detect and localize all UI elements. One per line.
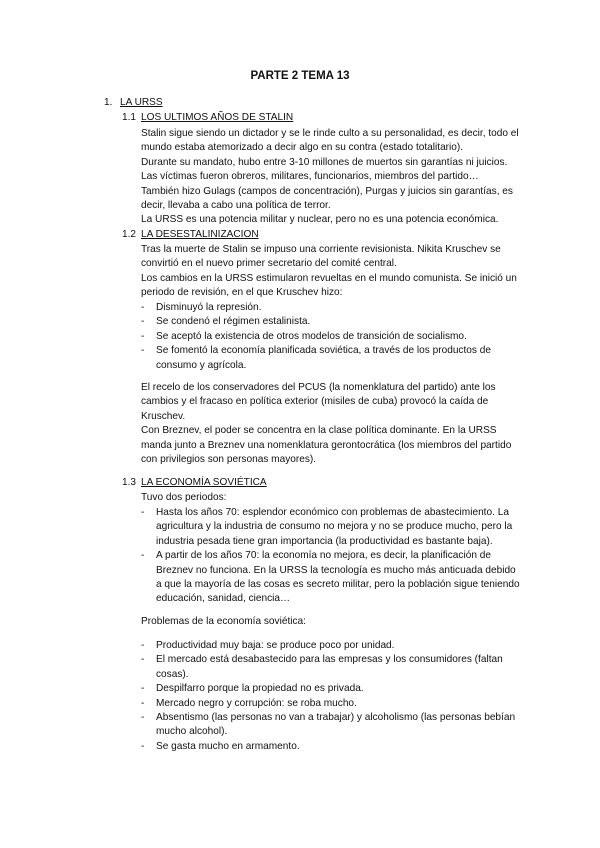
paragraph: Con Breznev, el poder se concentra en la clase política dominante. En la URSS manda junto a Breznev una nomenklatura gerontocrática (los miembros del partido con privilegios son personas mayores).: [141, 425, 512, 466]
list-item: [141, 301, 521, 315]
bullet-dash: -: [141, 740, 145, 752]
paragraph: Los cambios en la URSS estimularon revueltas en el mundo comunista. Se inició un periodo de revisión, en el que Kruschev hizo:: [141, 272, 517, 299]
paragraph: Durante su mandato, hubo entre 3-10 millones de muertos sin garantías ni juicios. Las víctimas fueron obreros, militares, funcionarios, miembros del partido…: [141, 156, 508, 183]
list-item: [141, 315, 521, 329]
subsection-heading-stalin: LOS ULTIMOS AÑOS DE STALIN: [141, 112, 294, 123]
kruschev-reforms-list: [141, 301, 521, 373]
bullet-dash: -: [141, 654, 145, 666]
bullet-dash: -: [141, 712, 145, 724]
list-item: [141, 697, 521, 711]
problems-title: Problemas de la economía soviética:: [141, 616, 306, 627]
paragraph: El recelo de los conservadores del PCUS (la nomenklatura del partido) ante los cambios y el fracaso en política exterior (misiles de cuba) provocó la caída de Kruschev.: [141, 382, 496, 422]
subsection-number-1-3: 1.3: [122, 477, 137, 488]
list-item: [141, 506, 521, 549]
subsection-number-1-1: 1.1: [122, 112, 137, 123]
list-item-text: Se fomentó la economía planificada soviética, a través de los productos de consumo y agrícola.: [156, 345, 491, 371]
list-item: [141, 639, 521, 653]
list-item: [141, 740, 521, 754]
bullet-dash: -: [141, 640, 145, 651]
subsection-heading-economia: LA ECONOMÍA SOVIÉTICA: [141, 477, 267, 488]
list-item-text: Absentismo (las personas no van a trabajar) y alcoholismo (las personas bebían mucho alcohol).: [156, 712, 516, 738]
bullet-dash: -: [141, 345, 145, 357]
list-item-text: Mercado negro y corrupción: se roba mucho.: [156, 697, 357, 709]
list-item-text: El mercado está desabastecido para las empresas y los consumidores (faltan cosas).: [156, 654, 503, 680]
economia-periods-list: [141, 506, 521, 607]
paragraph: También hizo Gulags (campos de concentración), Purgas y juicios sin garantías, es decir, llevaba a cabo una política de terror.: [141, 185, 513, 212]
stalin-text: [141, 127, 521, 228]
desestalinizacion-intro: [141, 243, 521, 301]
paragraph: Stalin sigue siendo un dictador y se le rinde culto a su personalidad, es decir, todo el mundo estaba atemorizado a decir algo en su contra (estado totalitario).: [141, 128, 519, 154]
bullet-dash: -: [141, 302, 145, 313]
section-number: 1.: [104, 97, 113, 108]
bullet-dash: -: [141, 330, 145, 342]
bullet-dash: -: [141, 697, 145, 709]
page-title: PARTE 2 TEMA 13: [250, 70, 350, 82]
list-item: [141, 344, 521, 373]
paragraph: La URSS es una potencia militar y nuclear, pero no es una potencia económica.: [141, 214, 499, 226]
subsection-number-1-2: 1.2: [122, 229, 137, 240]
list-item-text: Hasta los años 70: esplendor económico con problemas de abastecimiento. La agricultura y la industria de consumo no mejora y no se produce mucho, pero la industria pesada tiene gran importancia (la productividad es bastante baja).: [156, 507, 513, 547]
economia-intro: Tuvo dos periodos:: [141, 492, 227, 503]
list-item-text: Se condenó el régimen estalinista.: [156, 316, 311, 328]
bullet-dash: -: [141, 550, 145, 562]
list-item-text: Productividad muy baja: se produce poco por unidad.: [156, 640, 395, 651]
bullet-dash: -: [141, 507, 145, 518]
bullet-dash: -: [141, 316, 145, 328]
list-item-text: A partir de los años 70: la economía no mejora, es decir, la planificación de Breznev no funciona. En la URSS la tecnología es mucho más anticuada debido a que la mayoría de las cosas es secreto militar, pero la población sigue teniendo educación, sanidad, ciencia…: [156, 550, 520, 605]
list-item-text: Disminuyó la represión.: [156, 302, 262, 313]
paragraph: Tras la muerte de Stalin se impuso una corriente revisionista. Nikita Kruschev se convirtió en el nuevo primer secretario del comité central.: [141, 244, 501, 270]
problems-list: [141, 639, 521, 754]
bullet-dash: -: [141, 683, 145, 695]
list-item: [141, 682, 521, 696]
section-heading-urss: LA URSS: [120, 97, 163, 108]
list-item-text: Se aceptó la existencia de otros modelos de transición de socialismo.: [156, 330, 467, 342]
desestalinizacion-conclusion: [141, 381, 521, 467]
list-item: [141, 653, 521, 682]
list-item: [141, 330, 521, 344]
list-item-text: Se gasta mucho en armamento.: [156, 740, 300, 752]
list-item: [141, 549, 521, 607]
list-item: [141, 711, 521, 740]
subsection-heading-desestalinizacion: LA DESESTALINIZACION: [141, 229, 259, 240]
list-item-text: Despilfarro porque la propiedad no es privada.: [156, 683, 364, 695]
